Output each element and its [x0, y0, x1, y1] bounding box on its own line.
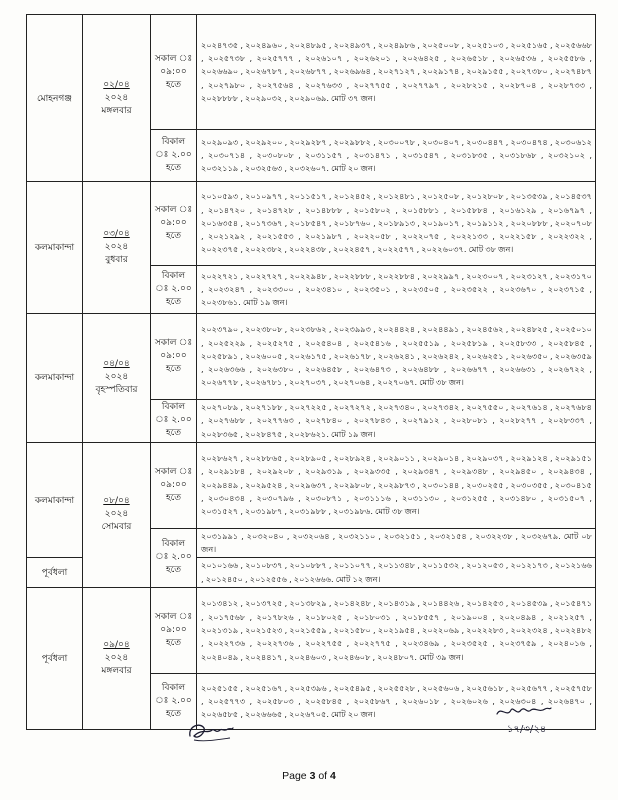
session-label: সকাল ঃ — [154, 612, 193, 623]
weekday-value: মঙ্গলবার — [101, 105, 132, 116]
session-cell — [151, 266, 197, 314]
venue-cell: মোহনগঞ্জ — [27, 15, 83, 182]
roll-list: ২০২৭০৮৯ , ২০২৭১৮৮ , ২০২৭২২৫ , ২০২৭২৭২ , ২০২৭৩৪০ , ২০২৭৩৪২ , ২০২৭৫৫০ , ২০২৭৬১৪ , ২০২৭৬৮৪ , ২০২৭৬৮৮ , ২০২৭৭৬৩ , ২০২৭৮৪০ , ২০২৭৮৪৩ , ২০২৭৯১২ , ২০২৮০৮১ , ২০২৮২৭৭ , ২০২৮৩৩৭ , ২০২৮৩৬৫ , ২০২৮৪৭৫ , ২০২৮৬২১. মোট ১৯ জন। — [197, 400, 596, 443]
session-label: সকাল ঃ — [154, 338, 193, 348]
session-suffix: হতে — [165, 163, 182, 173]
roll-list: ২০২৮৬২৭ , ২০২৮৮৬৫ , ২০২৮৯০৫ , ২০২৮৯২৪ , ২০২৯০১১ , ২০২৯০১৪ , ২০২৯০৩৭ , ২০২৯১২৪ , ২০২৯১৫১ , ২০২৯১৮৪ , ২০২৯২০৮ , ২০২৯৩১৯ , ২০২৯৩৩৫ , ২০২৯৩৪৭ , ২০২৯৩৪৮ , ২০২৯৪৫০ , ২০২৯৪৩৪ , ২০২৯৪৪৯ , ২০২৯৫২৪ , ২০২৯৬৩৭ , ২০২৯৮০৮ , ২০২৯৮৭৩ , ২০৩০১৪৪ , ২০৩০২৫৫ , ২০৩০৩৫৫ , ২০৩০৪১৫ , ২০৩০৪৩৪ , ২০৩০৭৯৬ , ২০৩০৮৭১ , ২০৩১১১৬ , ২০৩১১৩০ , ২০৩১২৫৫ , ২০৩১৪৮০ , ২০৩১৫০৭ , ২০৩১৫২৭ , ২০৩১৯৮৭ , ২০৩১৯৮৮ , ২০৩১৯৮৬. মোট ৩৮ জন। — [197, 442, 596, 528]
venue-cell: কলমাকান্দা — [27, 314, 83, 443]
roll-list: ২০৩১৯৯১ , ২০৩২০৪০ , ২০৩২০৬৪ , ২০৩২১১০ , ২০৩২১৫১ , ২০৩২১৫৪ , ২০৩২২৩৮ , ২০৩২৬৭৯. মোট ০৮ জন। — [197, 528, 596, 558]
schedule-row-morning — [27, 442, 596, 528]
page-footer — [0, 770, 618, 782]
year-value: ২০২৪ — [104, 653, 129, 664]
date-cell — [83, 314, 151, 443]
session-label: বিকাল — [161, 683, 186, 694]
session-cell — [151, 528, 197, 587]
session-suffix: হতে — [165, 364, 182, 374]
schedule-row-morning — [27, 588, 596, 674]
session-cell — [151, 182, 197, 266]
roll-list: ২০২৪৭৩৫ , ২০২৪৯৬০ , ২০২৪৮৯৫ , ২০২৪৯৩৭ , ২০২৪৯৮৬ , ২০২৫০০৮ , ২০২৫১০৩ , ২০২৫১৬৫ , ২০২৫৬৬৮ , ২০২৫৭৩৮ , ২০২৫৭৭৭ , ২০২৬১০৭ , ২০২৬২০১ , ২০২৬৪২৫ , ২০২৬৫১৮ , ২০২৬৫৩৬ , ২০২৫৫৮৬ , ২০২৬৬৯০ , ২০২৬৭৮৭ , ২০২৬৮৭৭ , ২০২৬৯৬৪ , ২০২৭১২৭ , ২০২৯১৭৪ , ২০২৯১৫৫ , ২০২৭৩৮০ , ২০২৭৪৮৭ , ২০২৭৯৮০ , ২০২৭৫৬৪ , ২০২৭৬৩৩ , ২০২৭৭৫৫ , ২০২৭৭৯৭ , ২০২৮২১৫ , ২০২৮৭০৪ , ২০২৮৭৩৩ , ২০২৮৮৮৮ , ২০২৯০৩২ , ২০২৯০৬৯. মোট ৩৭ জন। — [197, 15, 596, 130]
year-value: ২০২৪ — [104, 372, 129, 383]
exam-schedule-table — [26, 14, 596, 730]
session-time: ০৯:০০ — [160, 625, 187, 636]
venue-cell: পূর্বধলা — [27, 558, 83, 588]
session-label: বিকাল — [161, 539, 186, 550]
date-cell — [83, 15, 151, 182]
session-suffix: হতে — [165, 638, 182, 649]
session-suffix: হতে — [165, 297, 182, 307]
roll-list: ২০২৩৭৯০ , ২০২৩৮০৮ , ২০২৩৮৬২ , ২০২৩৯৯৩ , ২০২৪৪২৪ , ২০২৪৪৯১ , ২০২৪৫৬২ , ২০২৪৮২৫ , ২০২৫০১০ , ২০২৫২২৯ , ২০২৫২৭৫ , ২০২৫৪০৪ , ২০২৫৪১৬ , ২০২৫৫১৯ , ২০২৫৮১৯ , ২০২৫৮৩৩ , ২০২৫৮৪৫ , ২০২৫৮৯১ , ২০২৬০০৫ , ২০২৬১৭৫ , ২০২৬১৭৮ , ২০২৬২৪১ , ২০২৬২৪২ , ২০২৬২৫১ , ২০২৬৩৫০ , ২০২৬৩৫৯ , ২০২৬৩৬৬ , ২০২৬৩৮০ , ২০২৬৪৫৮ , ২০২৬৪৭৩ , ২০২৬৪৮৮ , ২০২৬৬৭৭ , ২০২৬৬৩১ , ২০২৬৭২২ , ২০২৬৭৭৮ , ২০২৬৭৮১ , ২০২৭০৩৭ , ২০২৭০৬৪ , ২০২৭০৬৭. মোট ৩৮ জন। — [197, 314, 596, 400]
date-cell — [83, 588, 151, 730]
footer-prefix: Page — [282, 770, 310, 782]
year-value: ২০২৪ — [104, 242, 129, 252]
schedule-row-morning — [27, 15, 596, 130]
session-time: ঃ ২.০০ — [155, 284, 192, 294]
session-suffix: হতে — [165, 428, 182, 439]
roll-list: ২০২৫১৫৫ , ২০২৫১৬৭ , ২০২৫৩৯৬ , ২০২৫৪৯৫ , ২০২৫৫২৮ , ২০২৫৬০৬ , ২০২৫৬১৮ , ২০২৫৬৭৭ , ২০২৫৭৫৮ , ২০২৫৭৭৩ , ২০২৫৮০৩ , ২০২৫৮৪৫ , ২০২৫৮৬৭ , ২০২৬০১৮ , ২০২৬০২৬ , ২০২৬৩০৪ , ২০২৬৪৭০ , ২০২৬৫৮৫ , ২০২৬৬৬৫ , ২০২৬৭০৫. মোট ২০ জন। — [197, 674, 596, 730]
weekday-value: বুধবার — [105, 255, 128, 265]
session-cell — [151, 15, 197, 130]
signature-left — [186, 718, 234, 744]
weekday-value: সোমবার — [101, 522, 132, 533]
weekday-value: বৃহস্পতিবার — [95, 385, 138, 396]
roll-list: ২০২৯০৯৩ , ২০২৯২০০ , ২০২৯২৮৭ , ২০২৯৮৮২ , ২০৩০০৭৮ , ২০৩০৪০৭ , ২০৩০৪৪৭ , ২০৩০৪৭৪ , ২০৩০৬১২ , ২০৩০৭১৪ , ২০৩০৮০৮ , ২০৩১১৫৭ , ২০৩১৪৭১ , ২০৩১৫৪৭ , ২০৩১৮৩৫ , ২০৩১৮৬৮ , ২০৩২১০২ , ২০৩২১১৯ , ২০৩২৫৬৩ , ২০৩২৬০৭. মোট ২০ জন। — [197, 130, 596, 182]
session-label: বিকাল — [161, 402, 186, 413]
session-cell — [151, 442, 197, 528]
session-time: ঃ ২.০০ — [155, 150, 192, 160]
roll-list: ২০১৩৪১২ , ২০১৩৭২৫ , ২০১৩৮২৯ , ২০১৪২৪৮ , ২০১৪৩১৯ , ২০১৪৪২৬ , ২০১৪২৫৩ , ২০১৪৫৩৯ , ২০১৫৪৭১ , ২০১৭৫৬৮ , ২০১৭৮২৬ , ২০১৮০২৫ , ২০১৮০৩১ , ২০১৮৫৫৭ , ২০১৯০০৪ , ২০২০৪৯৪ , ২০২১২৫৭ , ২০২১৩১৯ , ২০২১৫২৩ , ২০২১৫৫৯ , ২০২১৫৮০ , ২০২১৯৫৪ , ২০২২০৬৯ , ২০২২২৮৩ , ২০২২৩২৪ , ২০২২৪৮২ , ২০২২৭৩৬ , ২০২২৭৩৬ , ২০২২৭৫৫ , ২০২২৭৭৫ , ২০২৩৪৬৯ , ২০২৩৫২৫ , ২০২৩৭৫৯ , ২০২৪০১৬ , ২০২৪০৪৯ , ২০২৪৪১৭ , ২০২৪৬০৩ , ২০২৪৬০৮ , ২০২৪৮০৭. মোট ৩৯ জন। — [197, 588, 596, 674]
session-label: বিকাল — [161, 137, 186, 147]
session-time: ঃ ২.০০ — [155, 415, 192, 426]
session-time: ০৯:০০ — [160, 66, 187, 77]
venue-cell: কলমাকান্দা — [27, 442, 83, 558]
venue-cell: পূর্বধলা — [27, 588, 83, 730]
session-suffix: হতে — [165, 492, 182, 503]
date-value: ০২/০৪ — [103, 79, 130, 90]
date-value: ০৩/০৪ — [103, 229, 130, 239]
roll-list: ২০১০৫৯৩ , ২০১০৯৭৭ , ২০১১৫১৭ , ২০১২৪৫২ , ২০১২৪৮১ , ২০১২৫০৮ , ২০১২৮০৮ , ২০১৩৫৩৯ , ২০১৪৫৩৭ , ২০১৪৭২০ , ২০১৪৭২৮ , ২০১৪৮৮৮ , ২০১৫৮০২ , ২০১৫৮৮১ , ২০১৫৮৮৪ , ২০১৬১২৯ , ২০১৬৭৯৭ , ২০১৬৩৫৪ , ২০১৭৩৬৭ , ২০১৮৫৪৭ , ২০১৮৭৬০ , ২০১৮৯১৩ , ২০১৯০১৭ , ২০১৯১১২ , ২০২০৮৮৮ , ২০২০৭০৮ , ২০২১২৯২ , ২০২১৫৫৩ , ২০২১৯৮৭ , ২০২২০৫৮ , ২০২২০৭৫ , ২০২২১৩৩ , ২০২২১৫৮ , ২০২২৩২২ , ২০২২৩৭৫ , ২০২২৩৮২ , ২০২২৪৩৮ , ২০২২৪৫৭ , ২০২২৫৭৭ , ২০২২৬০৩৭. মোট ৩৮ জন। — [197, 182, 596, 266]
session-cell — [151, 588, 197, 674]
session-time: ০৯:০০ — [160, 218, 187, 228]
roll-list: ২০২২৭২১ , ২০২২৭২৭ , ২০২২৯৪৮ , ২০২২৮৮৮ , ২০২২৮৮৪ , ২০২২৯৯৭ , ২০২৩০০৭ , ২০২৩১২৭ , ২০২৩১৭০ , ২০২৩২৪৭ , ২০২৩৩০০ , ২০২৩৪১০ , ২০২৩৫০১ , ২০২৩৫০৫ , ২০২৩৫২২ , ২০২৩৬৭০ , ২০২৩৭১৫ , ২০২৩৮৬১. মোট ১৯ জন। — [197, 266, 596, 314]
date-value: ০৮/০৪ — [103, 496, 130, 507]
year-value: ২০২৪ — [104, 509, 129, 520]
session-suffix: হতে — [165, 709, 182, 720]
session-suffix: হতে — [165, 565, 182, 576]
signature-date: ১৭/৩/২৪ — [507, 724, 547, 735]
date-cell — [83, 442, 151, 587]
venue-cell: কলমাকান্দা — [27, 182, 83, 314]
session-time: ঃ ২.০০ — [155, 696, 192, 707]
current-page-number: 3 — [309, 770, 316, 782]
session-cell — [151, 400, 197, 443]
roll-list: ২০১০১৬৬ , ২০১০৮৩৭ , ২০১০৮৮৭ , ২০১১০৭৭ , ২০১১৩৪৮ , ২০১১৫৩২ , ২০১২০৫৩ , ২০১২১৭৩ , ২০১২১৬৬ , ২০১২৪৫০ , ২০১২৫৫৬ , ২০১২৬৬৬. মোট ১২ জন। — [197, 558, 596, 588]
session-label: সকাল ঃ — [154, 205, 193, 215]
session-label: সকাল ঃ — [154, 53, 193, 64]
year-value: ২০২৪ — [104, 92, 129, 103]
session-cell — [151, 314, 197, 400]
footer-mid: of — [315, 770, 331, 782]
total-pages-number: 4 — [330, 770, 336, 782]
session-time: ঃ ২.০০ — [155, 552, 192, 563]
schedule-row-morning — [27, 182, 596, 266]
signature-right — [493, 704, 553, 738]
session-label: সকাল ঃ — [154, 466, 193, 477]
session-time: ০৯:০০ — [160, 479, 187, 490]
session-cell — [151, 130, 197, 182]
date-cell — [83, 182, 151, 314]
session-suffix: হতে — [165, 231, 182, 241]
schedule-row-morning — [27, 314, 596, 400]
date-value: ০৪/০৪ — [103, 359, 130, 370]
date-value: ০৯/০৪ — [103, 640, 130, 651]
session-label: বিকাল — [161, 271, 186, 281]
weekday-value: মঙ্গলবার — [101, 666, 132, 677]
session-suffix: হতে — [165, 79, 182, 90]
session-time: ০৯:০০ — [160, 351, 187, 361]
